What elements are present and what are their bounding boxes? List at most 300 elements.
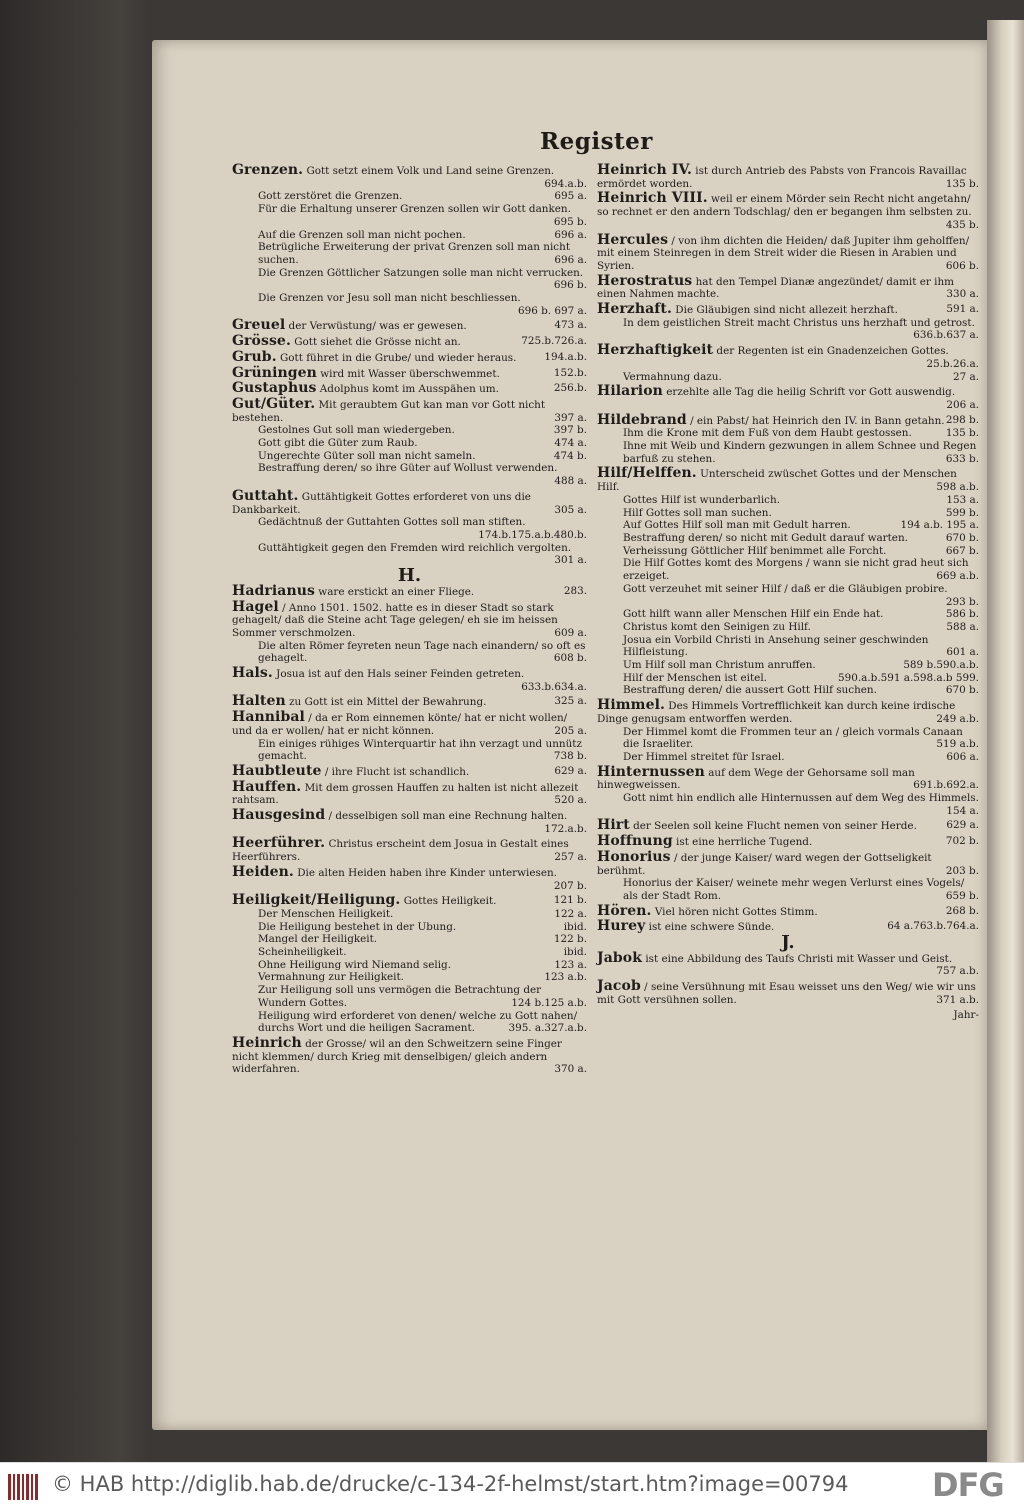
subline-page-ref: 474 a. [554, 437, 587, 450]
dfg-logo: DFG [932, 1466, 1004, 1504]
entry-headline [597, 763, 979, 792]
entry-subline [232, 462, 587, 488]
entry-subline [232, 971, 587, 984]
entry-page-ref: 298 b. [945, 413, 979, 426]
register-entry [597, 231, 979, 273]
subline-page-ref: 395. a.327.a.b. [508, 1022, 587, 1035]
entry-subline [232, 516, 587, 541]
entry-page-ref: 121 b. [553, 894, 587, 907]
subline-text: Gott nimt hin endlich alle Hinternussen auf dem Weg des Himmels. [623, 792, 979, 805]
entry-page-ref: 25.b.26.a. [926, 357, 979, 370]
entry-text: ware erstickt an einer Fliege. [315, 585, 475, 598]
entry-page-ref: 371 a.b. [936, 993, 979, 1006]
entry-keyword: Hirt [597, 817, 630, 834]
page-edge [987, 20, 1024, 1462]
subline-text: Hilf der Menschen ist eitel. [623, 671, 767, 684]
entry-subline [232, 946, 587, 959]
entry-text: ist eine schwere Sünde. [645, 921, 775, 934]
entry-page-ref: 325 a. [554, 695, 587, 708]
subline-text: Ihm die Krone mit dem Fuß von dem Haubt gestossen. [623, 427, 912, 440]
register-entry [232, 667, 587, 693]
entry-text: erzehlte alle Tag die heilig Schrift vor Gott auswendig. [662, 386, 956, 399]
entry-page-ref: 397 a. [554, 411, 587, 424]
entry-keyword: Hauffen. [232, 778, 302, 795]
subline-page-ref: 696 b. [553, 279, 587, 292]
entry-page-ref: 205 a. [554, 724, 587, 737]
entry-subline [232, 437, 587, 450]
register-entry [597, 835, 979, 849]
subline-page-ref: 608 b. [553, 652, 587, 665]
source-link[interactable]: © HAB http://diglib.hab.de/drucke/c-134-2f-helmst/start.htm?image=00794 [52, 1472, 849, 1496]
entry-headline [232, 487, 587, 516]
entry-keyword: Herzhaft. [597, 301, 672, 318]
entry-page-ref: 64 a.763.b.764.a. [887, 920, 979, 933]
subline-page-ref: 586 b. [945, 608, 979, 621]
entry-text: / Anno 1501. 1502. hatte es in dieser Stadt so stark gehagelt/ daß die Steine acht Tage gelegen/ eh sie im heissen Sommer verschmolzen. [232, 601, 558, 639]
subline-page-ref: 123 a. [554, 958, 587, 971]
entry-text: Die alten Heiden haben ihre Kinder unterwiesen. [293, 866, 557, 879]
subline-page-ref: 174.b.175.a.b.480.b. [478, 528, 587, 541]
entry-subline [597, 494, 979, 507]
subline-page-ref: 122 a. [554, 907, 587, 920]
subline-page-ref: 590.a.b.591 a.598.a.b 599. [838, 671, 979, 684]
entry-page-ref: 283. [563, 584, 587, 597]
subline-page-ref: 670 b. [945, 531, 979, 544]
entry-page-ref: 702 b. [945, 835, 979, 848]
entry-keyword: Grösse. [232, 333, 291, 350]
subline-text: Heiligung wird erforderet von denen/ welche zu Gott nahen/ durchs Wort und die heiligen Sacrament. [258, 1009, 578, 1035]
entry-page-ref: 691.b.692.a. [913, 779, 979, 792]
register-entry [597, 819, 979, 833]
register-entry [232, 809, 587, 835]
entry-keyword: Hals. [232, 665, 273, 682]
entry-page-ref: 135 b. [945, 177, 979, 190]
subline-page-ref: ibid. [563, 920, 587, 933]
entry-text: der Regenten ist ein Gnadenzeichen Gottes. [713, 345, 949, 358]
register-entry [232, 382, 587, 396]
entry-subline [232, 541, 587, 567]
entry-keyword: Heinrich IV. [597, 162, 692, 178]
catchword: Jahr- [953, 1008, 979, 1021]
register-entry [232, 837, 587, 863]
entry-subline [597, 371, 979, 384]
entry-keyword: Gut/Güter. [232, 395, 316, 412]
entry-text: der Seelen soll keine Flucht nemen von seiner Herde. [629, 820, 917, 833]
entry-page-ref: 194.a.b. [544, 350, 587, 363]
subline-text: Ihne mit Weib und Kindern gezwungen in allem Schnee und Regen barfuß zu stehen. [623, 440, 977, 465]
entry-page-ref: 152.b. [553, 366, 587, 379]
entry-subline [232, 921, 587, 934]
entry-text: Mit dem grossen Hauffen zu halten ist nicht allezeit rahtsam. [232, 781, 579, 807]
entry-text: ist durch Antrieb des Pabsts von Francois Ravaillac ermördet worden. [597, 165, 967, 190]
register-entry [232, 762, 587, 779]
entry-subline [597, 751, 979, 764]
entry-subline [232, 229, 587, 242]
entry-headline [232, 364, 587, 381]
entry-page-ref: 591 a. [946, 303, 979, 316]
entry-keyword: Hausgesind [232, 807, 326, 824]
subline-page-ref: 659 b. [945, 889, 979, 902]
subline-text: Honorius der Kaiser/ weinete mehr wegen Verlurst eines Vogels/ als der Stadt Rom. [623, 877, 965, 902]
entry-keyword: Honorius [597, 848, 671, 865]
register-entry [597, 848, 979, 903]
entry-subline [597, 621, 979, 634]
register-entry [597, 303, 979, 342]
entry-headline [597, 272, 979, 301]
entry-text: / ein Pabst/ hat Heinrich den IV. in Bann getahn. [686, 414, 945, 427]
subline-text: Gott zerstöret die Grenzen. [258, 190, 403, 203]
subline-text: Ein einiges rühiges Winterquartir hat ihn verzagt und unnütz gemacht. [258, 737, 582, 763]
entry-text: wird mit Wasser überschwemmet. [316, 367, 500, 380]
entry-page-ref: 473 a. [554, 319, 587, 332]
entry-subline [597, 792, 979, 817]
entry-page-ref: 172.a.b. [544, 822, 587, 835]
entry-subline [597, 582, 979, 608]
entry-text: Die Gläubigen sind nicht allezeit herzhaft. [671, 304, 898, 317]
entry-keyword: Gustaphus [232, 380, 317, 397]
entry-text: Viel hören nicht Gottes Stimm. [651, 905, 818, 918]
entry-keyword: Himmel. [597, 697, 665, 714]
register-entry [597, 411, 979, 466]
entry-headline [597, 190, 979, 231]
entry-text: / desselbigen soll man eine Rechnung halten. [325, 810, 568, 823]
entry-subline [232, 738, 587, 763]
register-entry [232, 1037, 587, 1076]
subline-text: In dem geistlichen Streit macht Christus uns herzhaft und getrost. [623, 316, 975, 329]
subline-text: Bestraffung deren/ so nicht mit Gedult darauf warten. [623, 531, 908, 544]
entry-keyword: Jacob [597, 978, 641, 995]
subline-text: Gottes Hilf ist wunderbarlich. [623, 493, 781, 506]
subline-page-ref: 27 a. [952, 370, 979, 383]
entry-headline [232, 695, 587, 709]
register-entry [232, 711, 587, 763]
subline-text: Mangel der Heiligkeit. [258, 933, 378, 946]
entry-subline [232, 640, 587, 665]
entry-text: zu Gott ist ein Mittel der Bewahrung. [285, 696, 487, 709]
entry-headline [597, 342, 979, 370]
entry-keyword: Hören. [597, 902, 652, 919]
entry-subline [597, 726, 979, 751]
entry-subline [597, 684, 979, 697]
entry-page-ref: 598 a.b. [936, 481, 979, 494]
entry-headline [232, 1037, 587, 1076]
subline-page-ref: 397 b. [553, 424, 587, 437]
entry-page-ref: 268 b. [945, 904, 979, 917]
entry-text: ist eine herrliche Tugend. [672, 836, 813, 849]
entry-keyword: Herzhaftigkeit [597, 342, 714, 359]
entry-keyword: Guttaht. [232, 487, 299, 504]
subline-text: Der Himmel komt die Frommen teur an / gleich vormals Canaan die Israeliter. [623, 725, 963, 751]
subline-page-ref: 293 b. [945, 595, 979, 608]
entry-subline [232, 450, 587, 463]
entry-headline [597, 699, 979, 725]
subline-page-ref: 669 a.b. [936, 570, 979, 583]
entry-headline [597, 819, 979, 833]
entry-page-ref: 606 b. [945, 259, 979, 272]
entry-subline [232, 203, 587, 228]
subline-text: Verheissung Göttlicher Hilf benimmet alle Forcht. [623, 544, 887, 557]
entry-page-ref: 257 a. [554, 851, 587, 864]
entry-keyword: Hurey [597, 918, 646, 935]
entry-subline [597, 877, 979, 902]
subline-text: Vermahnung zur Heiligkeit. [258, 971, 404, 984]
entry-keyword: Heinrich [232, 1035, 302, 1051]
entry-keyword: Greuel [232, 317, 286, 334]
entry-keyword: Hannibal [232, 709, 305, 726]
entry-text: Josua ist auf den Hals seiner Feinden getreten. [272, 668, 525, 681]
entry-keyword: Heerführer. [232, 835, 326, 852]
entry-keyword: Grenzen. [232, 162, 304, 178]
register-entry [232, 335, 587, 349]
entry-text: Christus erscheint dem Josua in Gestalt eines Heerführers. [232, 838, 569, 864]
register-column-left [232, 164, 587, 1078]
subline-page-ref: ibid. [563, 946, 587, 959]
subline-page-ref: 738 b. [553, 750, 587, 763]
entry-keyword: Hinternussen [597, 763, 705, 780]
entry-headline [232, 665, 587, 693]
subline-page-ref: 153 a. [946, 493, 979, 506]
running-head: Register [540, 128, 653, 155]
subline-text: Betrügliche Erweiterung der privat Grenzen soll man nicht suchen. [258, 241, 570, 266]
entry-subline [232, 908, 587, 921]
entry-subline [597, 532, 979, 545]
entry-text: / ihre Flucht ist schandlich. [321, 765, 470, 778]
subline-text: Bestraffung deren/ die aussert Gott Hilf suchen. [623, 684, 877, 697]
entry-subline [597, 427, 979, 440]
subline-text: Gott gibt die Güter zum Raub. [258, 437, 418, 450]
entry-keyword: Grüningen [232, 364, 317, 381]
entry-headline [232, 711, 587, 737]
register-entry [597, 763, 979, 818]
entry-keyword: Hildebrand [597, 411, 687, 428]
entry-text: Unterscheid zwüschet Gottes und der Menschen Hilf. [597, 468, 957, 494]
subline-text: Bestraffung deren/ so ihre Güter auf Wollust verwenden. [258, 462, 558, 475]
entry-subline [597, 608, 979, 621]
subline-page-ref: 670 b. [945, 684, 979, 697]
register-entry [597, 980, 979, 1006]
entry-page-ref: 370 a. [554, 1063, 587, 1076]
entry-keyword: Grub. [232, 348, 277, 365]
entry-subline [232, 959, 587, 972]
subline-text: Auf die Grenzen soll man nicht pochen. [258, 228, 466, 241]
subline-text: Auf Gottes Hilf soll man mit Gedult harren. [623, 519, 851, 532]
register-entry [232, 582, 587, 599]
entries-j [597, 949, 979, 1007]
register-entry [597, 272, 979, 301]
entry-headline [232, 807, 587, 835]
entry-text: der Verwüstung/ was er gewesen. [285, 320, 467, 333]
entry-text: ist eine Abbildung des Taufs Christi mit Wasser und Geist. [642, 952, 953, 965]
subline-text: Gott hilft wann aller Menschen Hilf ein Ende hat. [623, 608, 884, 621]
entry-headline [597, 467, 979, 493]
entry-headline [597, 902, 979, 919]
register-entry [232, 695, 587, 709]
letter-heading-j: J. [781, 932, 795, 954]
subline-text: Die alten Römer feyreten neun Tage nach einandern/ so oft es gehagelt. [258, 639, 586, 665]
subline-text: Zur Heiligung soll uns vermögen die Betrachtung der Wundern Gottes. [258, 984, 542, 1009]
entry-headline [232, 382, 587, 396]
register-entry [597, 949, 979, 978]
entry-headline [232, 348, 587, 365]
entry-page-ref: 520 a. [554, 794, 587, 807]
subline-page-ref: 696 a. [554, 253, 587, 266]
entry-text: Gottes Heiligkeit. [400, 895, 497, 908]
entry-subline [232, 933, 587, 946]
entry-headline [232, 335, 587, 349]
subline-text: Hilf Gottes soll man suchen. [623, 506, 772, 519]
entry-page-ref: 757 a.b. [936, 965, 979, 978]
entry-headline [232, 319, 587, 333]
subline-text: Gestolnes Gut soll man wiedergeben. [258, 424, 455, 437]
entry-subline [597, 316, 979, 342]
subline-page-ref: 633 b. [945, 452, 979, 465]
entry-page-ref: 629 a. [946, 819, 979, 832]
register-entry [597, 385, 979, 411]
subline-text: Vermahnung dazu. [623, 370, 722, 383]
entry-text: / von ihm dichten die Heiden/ daß Jupiter ihm geholffen/ mit einem Steinregen in dem Streit wider die Riesen in Arabien und Syrien. [597, 234, 970, 272]
entry-keyword: Haubtleute [232, 762, 322, 779]
register-entry [597, 192, 979, 231]
subline-text: Ohne Heiligung wird Niemand selig. [258, 958, 452, 971]
entry-headline [597, 303, 979, 317]
subline-page-ref: 135 b. [945, 427, 979, 440]
entry-page-ref: 435 b. [945, 218, 979, 231]
subline-page-ref: 301 a. [554, 554, 587, 567]
subline-page-ref: 696 b. 697 a. [517, 304, 587, 317]
entry-headline [597, 835, 979, 849]
subline-page-ref: 667 b. [945, 544, 979, 557]
entry-subline [232, 266, 587, 292]
entry-keyword: Heinrich VIII. [597, 190, 708, 207]
entry-headline [597, 949, 979, 978]
entry-page-ref: 207 b. [553, 879, 587, 892]
entry-subline [232, 292, 587, 317]
subline-text: Um Hilf soll man Christum anruffen. [623, 659, 816, 672]
subline-text: Ungerechte Güter soll man nicht sameln. [258, 449, 476, 462]
register-entry [232, 319, 587, 333]
entry-headline [597, 848, 979, 877]
entry-page-ref: 629 a. [554, 764, 587, 777]
subline-page-ref: 124 b.125 a.b. [511, 996, 587, 1009]
entry-keyword: Hercules [597, 231, 669, 248]
entry-subline [232, 241, 587, 266]
entry-subline [232, 424, 587, 437]
subline-page-ref: 474 b. [553, 449, 587, 462]
entry-page-ref: 249 a.b. [936, 712, 979, 725]
subline-text: Der Menschen Heiligkeit. [258, 907, 394, 920]
entry-keyword: Heiden. [232, 863, 294, 880]
subline-text: Für die Erhaltung unserer Grenzen sollen wir Gott danken. [258, 203, 571, 216]
entry-headline [232, 762, 587, 779]
subline-text: Guttähtigkeit gegen den Fremden wird reichlich vergolten. [258, 541, 572, 554]
entry-keyword: Hilf/Helffen. [597, 465, 697, 482]
entry-subline [597, 519, 979, 532]
subline-page-ref: 588 a. [946, 620, 979, 633]
entries-h [232, 582, 587, 1076]
entry-headline [232, 162, 587, 190]
entry-headline [232, 837, 587, 863]
entry-headline [597, 383, 979, 411]
entry-headline [232, 778, 587, 807]
entry-text: auf dem Wege der Gehorsame soll man hinwegweissen. [597, 766, 915, 792]
subline-page-ref: 606 a. [946, 750, 979, 763]
letter-heading-h: H. [397, 565, 422, 587]
entry-page-ref: 203 b. [945, 864, 979, 877]
entry-keyword: Hadrianus [232, 582, 315, 599]
entry-page-ref: 633.b.634.a. [521, 680, 587, 693]
subline-page-ref: 601 a. [946, 646, 979, 659]
entries-g [232, 164, 587, 567]
entry-keyword: Herostratus [597, 272, 693, 289]
register-entry [597, 164, 979, 190]
entry-subline [597, 507, 979, 520]
entry-text: Mit geraubtem Gut kan man vor Gott nicht bestehen. [232, 398, 546, 424]
subline-page-ref: 194 a.b. 195 a. [900, 519, 979, 532]
entry-text: weil er einem Mörder sein Recht nicht angetahn/ so rechnet er den andern Todschlag/ den er begangen ihm selbsten zu. [597, 193, 972, 219]
entry-headline [232, 395, 587, 424]
entry-page-ref: 256.b. [553, 382, 587, 395]
entry-headline [597, 164, 979, 190]
entry-text: / seine Versühnung mit Esau weisset uns den Weg/ wie wir uns mit Gott versühnen sollen. [597, 981, 976, 1006]
subline-page-ref: 636.b.637 a. [913, 329, 979, 342]
subline-page-ref: 589 b.590.a.b. [903, 659, 979, 672]
entry-keyword: Hagel [232, 598, 279, 615]
subline-text: Die Grenzen vor Jesu soll man nicht beschliessen. [258, 292, 521, 305]
entry-page-ref: 206 a. [946, 398, 979, 411]
register-entry [597, 699, 979, 764]
entry-subline [597, 672, 979, 685]
register-column-right [597, 164, 979, 1021]
entry-text: hat den Tempel Dianæ angezündet/ damit er ihm einen Nahmen machte. [597, 275, 955, 301]
entry-text: Gott setzt einem Volk und Land seine Grenzen. [303, 165, 555, 177]
subline-page-ref: 695 b. [553, 215, 587, 228]
subline-text: Die Grenzen Göttlicher Satzungen solle man nicht verrucken. [258, 266, 584, 279]
register-entry [597, 902, 979, 919]
register-entry [232, 395, 587, 488]
entry-text: Gott siehet die Grösse nicht an. [290, 336, 461, 349]
entry-text: / da er Rom einnemen könte/ hat er nicht wollen/ und da er wollen/ hat er nicht können. [232, 712, 568, 737]
subline-page-ref: 154 a. [946, 804, 979, 817]
entry-text: / der junge Kaiser/ ward wegen der Gottseligkeit berühmt. [597, 851, 932, 877]
subline-page-ref: 488 a. [554, 475, 587, 488]
entry-subline [597, 440, 979, 465]
subline-text: Der Himmel streitet für Israel. [623, 750, 785, 763]
entry-subline [232, 984, 587, 1009]
entry-text: Gott führet in die Grube/ und wieder heraus. [276, 351, 517, 364]
register-entry [597, 467, 979, 697]
subline-page-ref: 696 a. [554, 228, 587, 241]
entry-headline [232, 582, 587, 599]
subline-text: Die Heiligung bestehet in der Ubung. [258, 920, 457, 933]
entry-headline [232, 598, 587, 640]
subline-text: Christus komt den Seinigen zu Hilf. [623, 620, 811, 633]
subline-text: Scheinheiligkeit. [258, 946, 347, 959]
entry-headline [232, 894, 587, 908]
entry-text: Adolphus komt im Ausspähen um. [316, 383, 499, 396]
entry-headline [232, 863, 587, 892]
entry-subline [597, 659, 979, 672]
entry-headline [597, 980, 979, 1006]
register-entry [232, 487, 587, 567]
entry-page-ref: 725.b.726.a. [521, 335, 587, 348]
subline-page-ref: 123 a.b. [544, 971, 587, 984]
subline-page-ref: 519 a.b. [936, 738, 979, 751]
register-entry [232, 364, 587, 381]
register-entry [232, 778, 587, 807]
register-entry [232, 894, 587, 1035]
entry-text: der Grosse/ wil an den Schweitzern seine Finger nicht klemmen/ durch Krieg mit denselbigen/ gleich andern widerfahren. [232, 1038, 562, 1076]
entry-subline [232, 1010, 587, 1035]
